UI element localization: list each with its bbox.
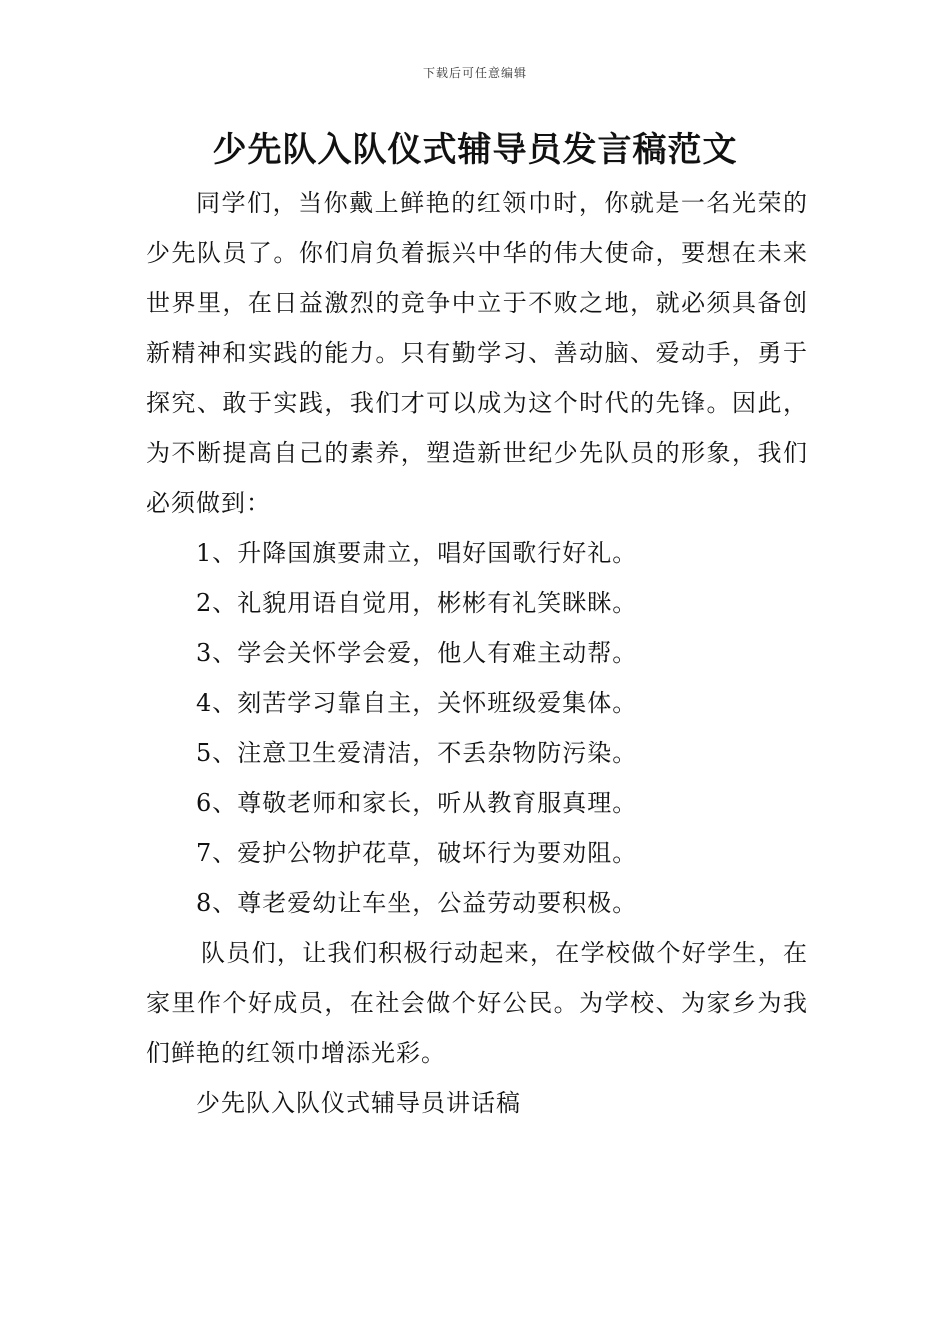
intro-paragraph: 同学们，当你戴上鲜艳的红领巾时，你就是一名光荣的少先队员了。你们肩负着振兴中华的伟大使命，要想在未来世界里，在日益激烈的竞争中立于不败之地，就必须具备创新精神和实践的能力。只有勤学习、善动脑、爱动手，勇于探究、敢于实践，我们才可以成为这个时代的先锋。因此，为不断提高自己的素养，塑造新世纪少先队员的形象，我们必须做到： [146,189,808,517]
rule-item-8: 8、尊老爱幼让车坐，公益劳动要积极。 [196,889,638,917]
rule-item-3: 3、学会关怀学会爱，他人有难主动帮。 [196,639,638,667]
rule-item-4: 4、刻苦学习靠自主，关怀班级爱集体。 [196,689,638,717]
closing-paragraph: 队员们，让我们积极行动起来，在学校做个好学生，在家里作个好成员，在社会做个好公民。为学校、为家乡为我们鲜艳的红领巾增添光彩。 [146,939,808,1067]
rule-item-1: 1、升降国旗要肃立，唱好国歌行好礼。 [196,539,638,567]
header-note: 下载后可任意编辑 [422,66,527,80]
next-section-heading: 少先队入队仪式辅导员讲话稿 [196,1089,521,1117]
rule-item-2: 2、礼貌用语自觉用，彬彬有礼笑眯眯。 [196,589,638,617]
rule-item-7: 7、爱护公物护花草，破坏行为要劝阻。 [196,839,638,867]
document-body [146,178,808,1128]
rule-item-5: 5、注意卫生爱清洁，不丢杂物防污染。 [196,739,638,767]
rule-item-6: 6、尊敬老师和家长，听从教育服真理。 [196,789,638,817]
document-title: 少先队入队仪式辅导员发言稿范文 [212,130,738,170]
